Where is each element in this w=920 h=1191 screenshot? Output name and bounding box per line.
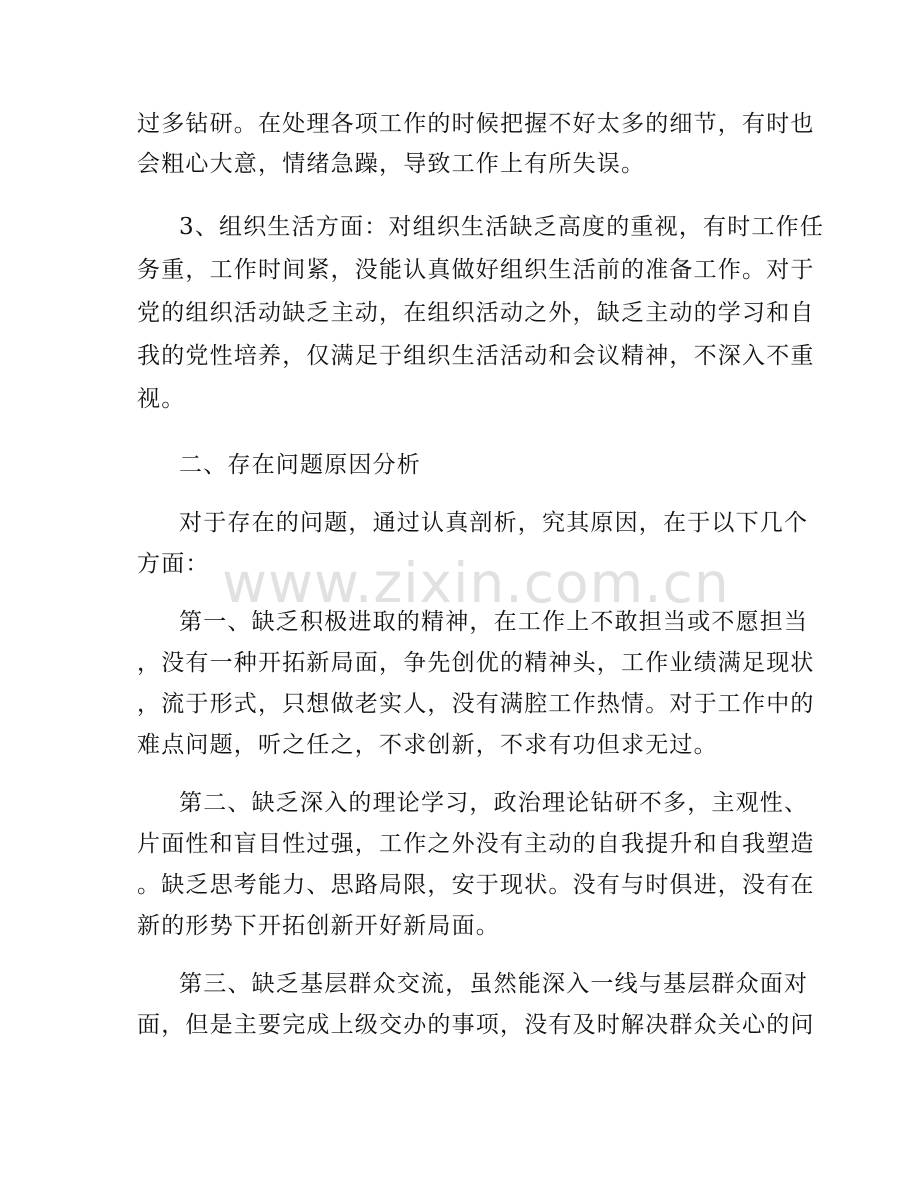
text-line-18: 新的形势下开拓创新开好新局面。: [137, 913, 500, 939]
text-line-15: 第二、缺乏深入的理论学习，政治理论钻研不多，主观性、: [179, 790, 809, 816]
text-line-10: 方面：: [137, 551, 210, 577]
text-line-14: 难点问题，听之任之，不求创新，不求有功但求无过。: [137, 732, 718, 758]
text-line-1: 过多钻研。在处理各项工作的时候把握不好太多的细节，有时也: [137, 111, 815, 137]
text-line-16: 片面性和盲目性过强，工作之外没有主动的自我提升和自我塑造: [137, 831, 815, 857]
text-line-3: 3、组织生活方面：对组织生活缺乏高度的重视，有时工作任: [179, 214, 825, 240]
text-line-5: 党的组织活动缺乏主动，在组织活动之外，缺乏主动的学习和自: [137, 300, 815, 326]
text-line-9: 对于存在的问题，通过认真剖析，究其原因，在于以下几个: [179, 510, 809, 536]
text-line-19: 第三、缺乏基层群众交流，虽然能深入一线与基层群众面对: [179, 971, 809, 997]
text-line-17: 。缺乏思考能力、思路局限，安于现状。没有与时俱进，没有在: [137, 872, 815, 898]
section-heading: 二、存在问题原因分析: [179, 452, 421, 478]
watermark: www.zixin.com.cn: [222, 551, 730, 615]
text-line-11: 第一、缺乏积极进取的精神，在工作上不敢担当或不愿担当: [179, 609, 809, 635]
text-line-20: 面，但是主要完成上级交办的事项，没有及时解决群众关心的问: [137, 1012, 815, 1038]
text-line-7: 视。: [137, 386, 186, 412]
text-line-12: ，没有一种开拓新局面，争先创优的精神头，工作业绩满足现状: [137, 650, 815, 676]
text-line-4: 务重，工作时间紧，没能认真做好组织生活前的准备工作。对于: [137, 257, 815, 283]
text-line-2: 会粗心大意，情绪急躁，导致工作上有所失误。: [137, 151, 646, 177]
text-line-13: ，流于形式，只想做老实人，没有满腔工作热情。对于工作中的: [137, 691, 815, 717]
text-line-6: 我的党性培养，仅满足于组织生活活动和会议精神，不深入不重: [137, 343, 815, 369]
